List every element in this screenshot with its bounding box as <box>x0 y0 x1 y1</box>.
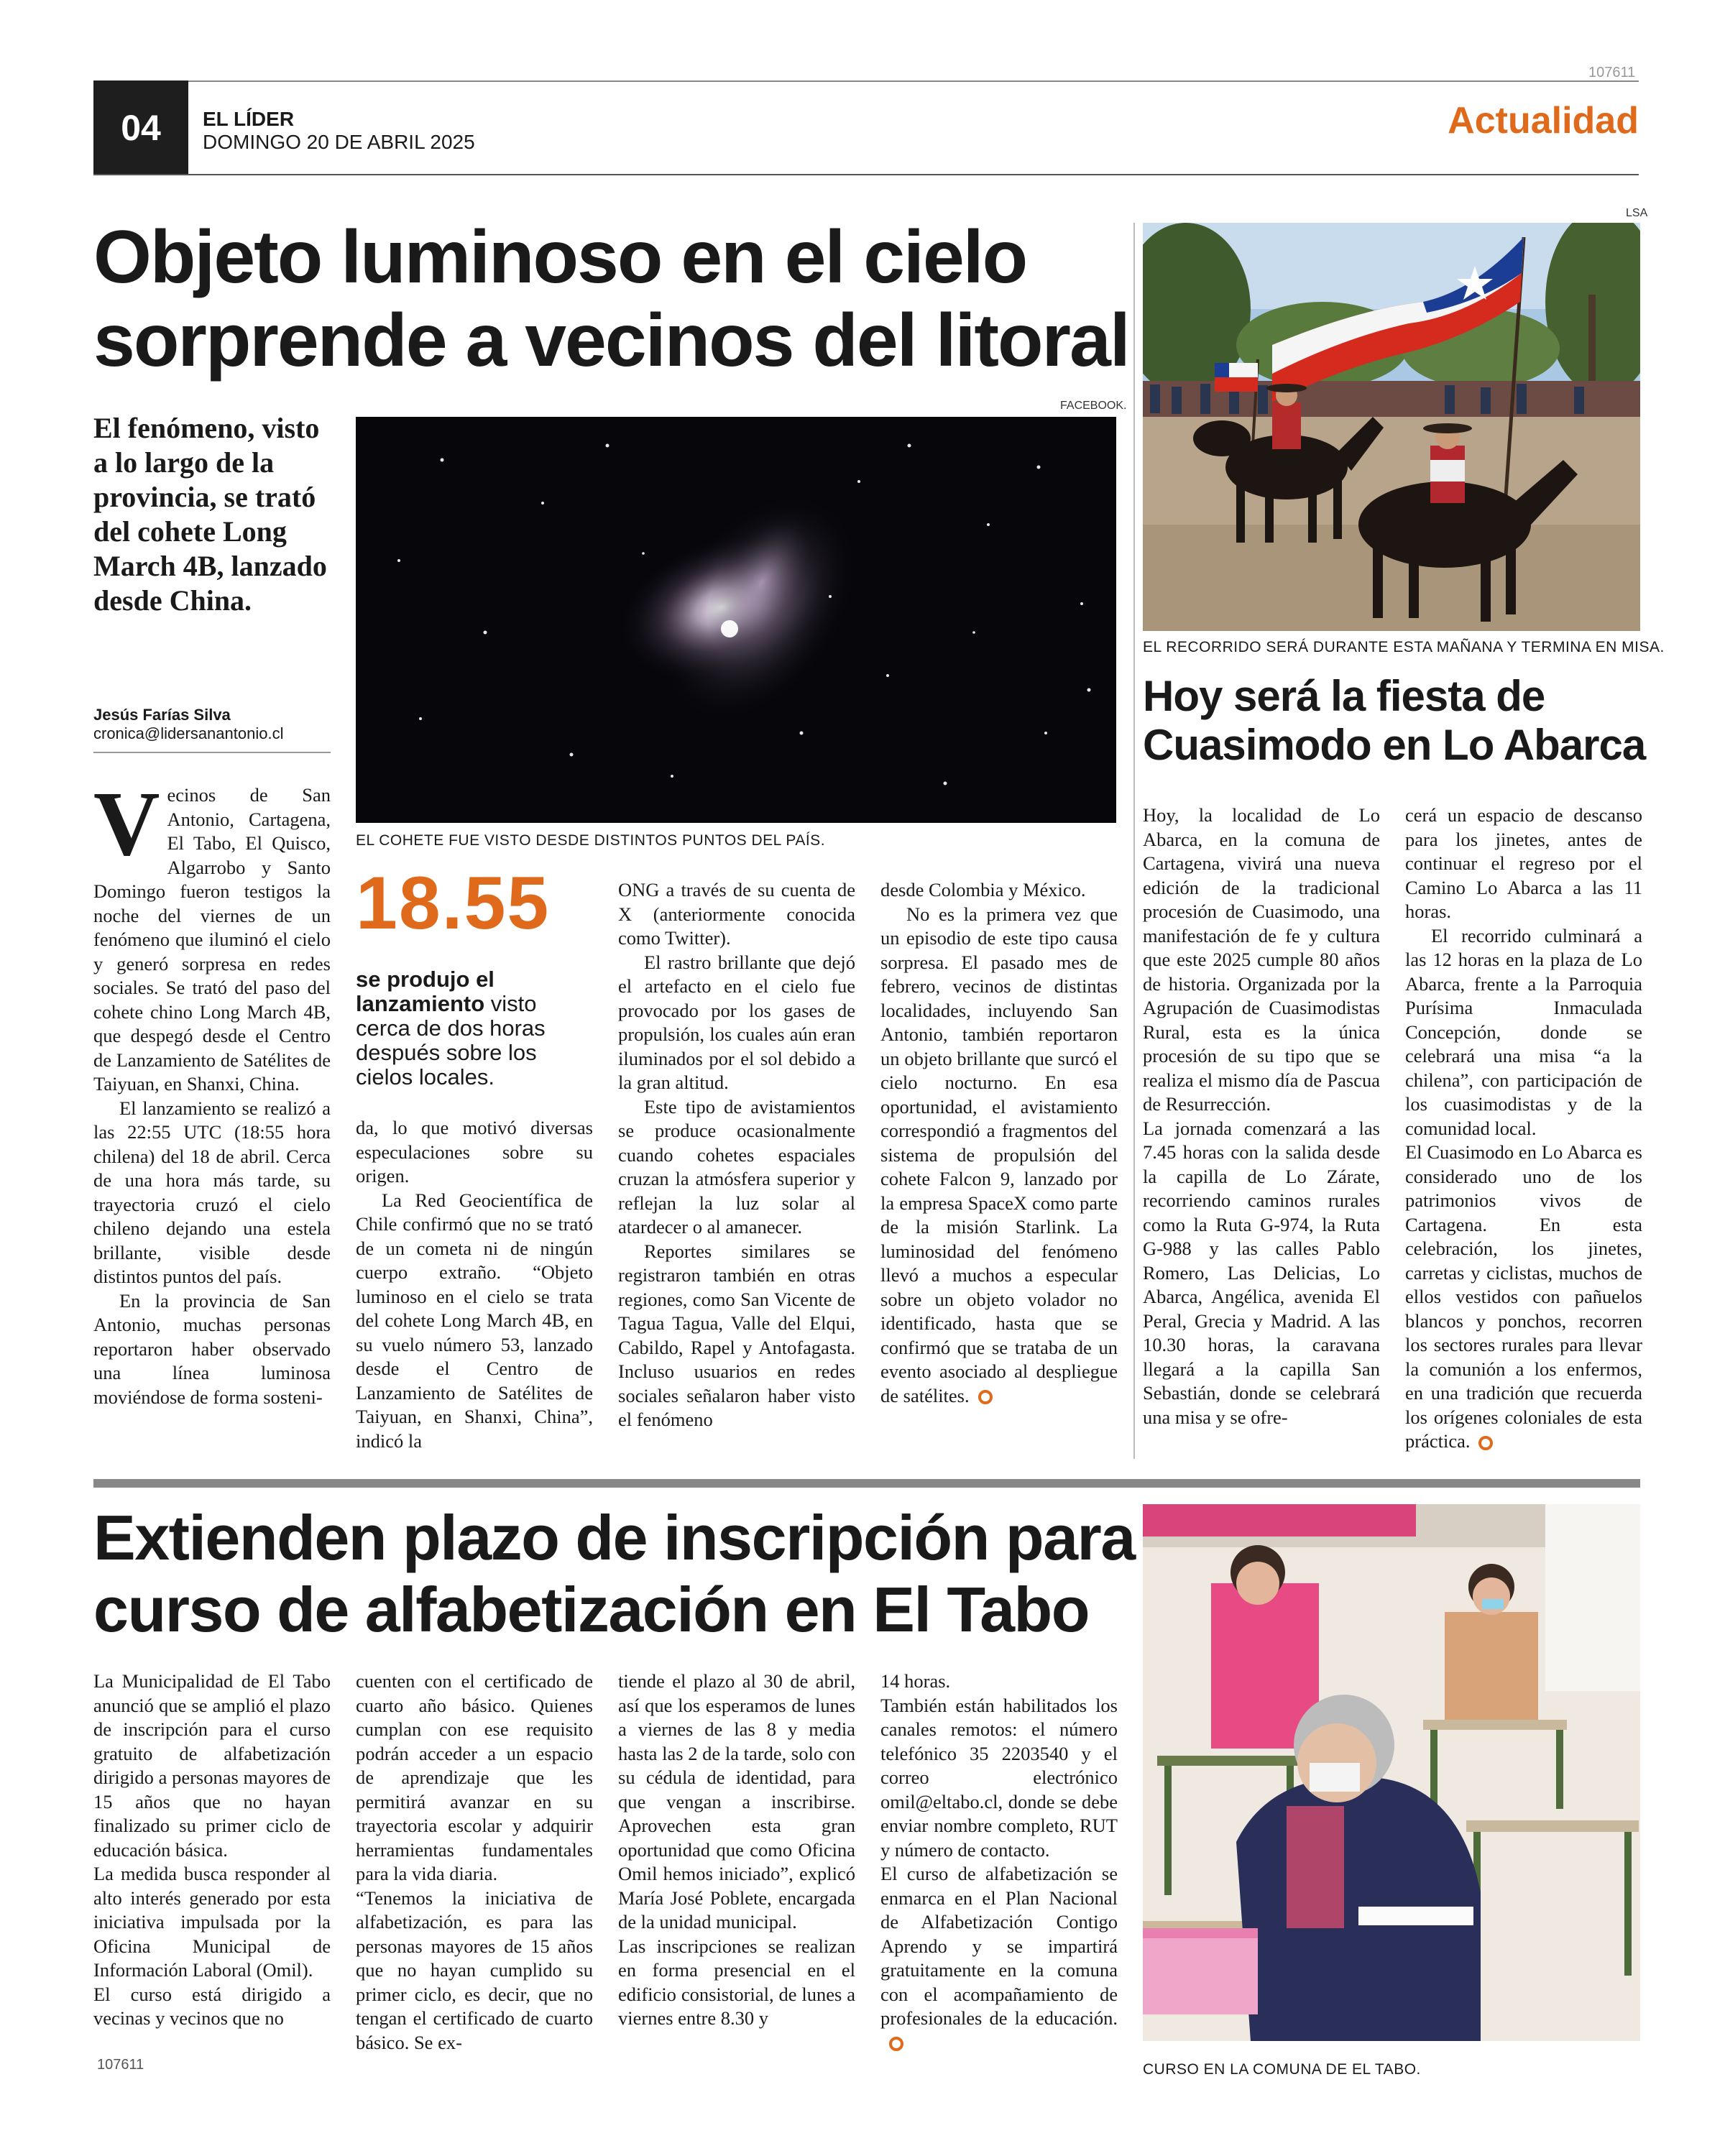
cuasimodo-image <box>1143 223 1640 631</box>
article-paragraph: 14 horas. <box>880 1670 951 1692</box>
bottom-article-column-4 <box>880 1669 1118 2055</box>
article-paragraph: cuenten con el certificado de cuarto año básico. Quienes cumplan con ese requisito podrán acceder a un espacio de aprendizaje que les permitirá avanzar en su trayectoria escolar y adquirir herramientas fundamentales para la vida diaria. <box>356 1670 593 1884</box>
section-label: Actualidad <box>1448 100 1639 142</box>
main-headline <box>93 216 1136 382</box>
article-paragraph: Las inscripciones se realizan en forma presencial en el edificio consistorial, de lunes a viernes entre 8.30 y <box>618 1935 855 2029</box>
end-of-article-icon <box>1478 1436 1493 1450</box>
bottom-headline-line-1: Extienden plazo de inscripción para <box>93 1502 1135 1573</box>
article-paragraph: El lanzamiento se realizó a las 22:55 UTC (18:55 hora chilena) del 18 de abril. Cerca de una hora más tarde, su trayectoria cruzó el cielo chileno dejando una estela brillante, visible desde distintos puntos del país. <box>93 1097 331 1287</box>
article-paragraph: Este tipo de avistamientos se produce ocasionalmente cuando cohetes espaciales cruzan la atmósfera superior y reflejan la luz solar al atardecer o al amanecer. <box>618 1095 855 1238</box>
page-number: 04 <box>93 80 188 175</box>
article-paragraph: tiende el plazo al 30 de abril, así que los esperamos de lunes a viernes de las 8 y media hasta las 2 de la tarde, solo con su cédula de identidad, para que vengan a inscribirse. Aprovechen esta gran oportunidad que como Oficina Omil hemos iniciado”, explicó María José Poblete, encargada de la unidad municipal. <box>618 1670 855 1932</box>
article-paragraph: El curso de alfabetización se enmarca en el Plan Nacional de Alfabetización Contigo Aprendo y se impartirá gratuitamente en la comuna con el acompañamiento de profesionales de la educación. <box>880 1862 1118 2055</box>
main-headline-line-1: Objeto luminoso en el cielo <box>93 216 1027 299</box>
article-paragraph: El Cuasimodo en Lo Abarca es considerado uno de los patrimonios vivos de Cartagena. En esta celebración, los jinetes, carretas y ciclistas, muchos de ellos vestidos con pañuelos blancos y ponchos, recorren los sectores rurales para llevar la comunión a los enfermos, en una tradición que recuerda los orígenes coloniales de esta práctica. <box>1405 1141 1642 1452</box>
photo-caption: EL COHETE FUE VISTO DESDE DISTINTOS PUNTOS DEL PAÍS. <box>356 832 826 849</box>
article-paragraph: En la provincia de San Antonio, muchas personas reportaron haber observado una línea luminosa moviéndose de forma sosteni- <box>93 1289 331 1408</box>
article-paragraph: Hoy, la localidad de Lo Abarca, en la comuna de Cartagena, vivirá una nueva edición de la tradicional procesión de Cuasimodo, una manifestación de fe y cultura que este 2025 cumple 80 años de historia. Organizada por la Agrupación de Cuasimodistas Rural, esta es la única procesión de su tipo que se realiza el mismo día de Pascua de Resurrección. <box>1143 804 1380 1115</box>
article-paragraph: El recorrido culminará a las 12 horas en la plaza de Lo Abarca, frente a la Parroquia Purísima Inmaculada Concepción, donde se celebrará una misa “a la chilena”, con participación de los cuasimodistas y de la comunidad local. <box>1405 924 1642 1139</box>
photo-caption: CURSO EN LA COMUNA DE EL TABO. <box>1143 2061 1421 2078</box>
article-paragraph: La Municipalidad de El Tabo anunció que se amplió el plazo de inscripción para el curso gratuito de alfabetización dirigido a personas mayores de 15 años que no hayan finalizado su primer ciclo de educación básica. <box>93 1670 331 1861</box>
bottom-article-column-3 <box>618 1669 855 2031</box>
highlight-number: 18.55 <box>356 862 551 945</box>
drop-cap: V <box>93 773 160 875</box>
article-paragraph: ONG a través de su cuenta de X (anteriormente conocida como Twitter). <box>618 879 855 949</box>
section-divider <box>93 1479 1640 1488</box>
article-paragraph: da, lo que motivó diversas especulaciones sobre su origen. <box>356 1117 593 1187</box>
article-paragraph: También están habilitados los canales remotos: el número telefónico 35 2203540 y el correo electrónico omil@eltabo.cl, donde se debe enviar nombre completo, RUT y número de contacto. <box>880 1694 1118 1861</box>
photo-caption: EL RECORRIDO SERÁ DURANTE ESTA MAÑANA Y TERMINA EN MISA. <box>1143 639 1665 655</box>
article-paragraph: Vecinos de San Antonio, Cartagena, El Tabo, El Quisco, Algarrobo y Santo Domingo fueron testigos la noche del viernes de un fenómeno que iluminó el cielo y generó sorpresa en redes sociales. Se trató del paso del cohete chino Long March 4B, que despegó desde el Centro de Lanzamiento de Satélites de Taiyuan, en Shanxi, China. <box>93 773 331 1095</box>
header-divider <box>93 174 1639 175</box>
article-paragraph: La Red Geocientífica de Chile confirmó que no se trató de un cometa ni de ningún cuerpo extraño. “Objeto luminoso en el cielo se trata del cohete Long March 4B, en su vuelo número 53, lanzado desde el Centro de Lanzamiento de Satélites de Taiyuan, en Shanxi, China”, indicó la <box>356 1189 593 1452</box>
side-article-column-2 <box>1405 803 1642 1454</box>
article-paragraph: Reportes similares se registraron también en otras regiones, como San Vicente de Tagua Tagua, Valle del Elqui, Cabildo, Rapel y Antofagasta. Incluso usuarios en redes sociales señalaron haber visto el fenómeno <box>618 1240 855 1430</box>
classroom-image <box>1143 1504 1640 2041</box>
page-code-bottom: 107611 <box>97 2057 144 2073</box>
article-paragraph: La medida busca responder al alto interés generado por esta iniciativa impulsada por la Oficina Municipal de Información Laboral (Omil). <box>93 1863 331 1981</box>
side-headline <box>1143 672 1646 770</box>
photo-credit: LSA <box>1626 207 1648 219</box>
literacy-class-photo <box>1143 1504 1640 2041</box>
end-of-article-icon <box>889 2037 903 2051</box>
masthead-name: EL LÍDER <box>203 108 295 130</box>
article-paragraph: desde Colombia y México. <box>880 879 1086 900</box>
bottom-headline-line-2: curso de alfabetización en El Tabo <box>93 1574 1090 1645</box>
highlight-text-bold: se produjo el lanzamiento <box>356 967 494 1016</box>
side-headline-line-2: Cuasimodo en Lo Abarca <box>1143 721 1646 769</box>
page-code: 107611 <box>1588 65 1636 80</box>
main-lede: El fenómeno, visto a lo largo de la provincia, se trató del cohete Long March 4B, lanzado desde China. <box>93 412 327 617</box>
byline-rule <box>93 752 331 753</box>
main-article-column-4 <box>880 878 1118 1408</box>
side-headline-line-1: Hoy será la fiesta de <box>1143 672 1545 720</box>
photo-credit: FACEBOOK. <box>1060 400 1127 412</box>
main-headline-line-2: sorprende a vecinos del litoral <box>93 299 1129 382</box>
header-rule <box>93 80 1639 82</box>
article-paragraph: “Tenemos la iniciativa de alfabetización, es para las personas mayores de 15 años que no hayan cumplido su primer ciclo, es decir, que no tengan el certificado de cuarto básico. Se ex- <box>356 1886 593 2053</box>
end-of-article-icon <box>978 1390 993 1404</box>
side-article-column-1 <box>1143 803 1380 1429</box>
highlight-text-rest: visto cerca de dos horas después sobre los cielos locales. <box>356 991 546 1089</box>
masthead-date: DOMINGO 20 DE ABRIL 2025 <box>203 131 475 153</box>
article-paragraph: El rastro brillante que dejó el artefacto en el cielo fue provocado por los gases de propulsión, los cuales aún eran iluminados por el sol debido a la gran altitud. <box>618 951 855 1093</box>
bottom-article-column-2 <box>356 1669 593 2055</box>
main-article-column-2 <box>356 1116 593 1453</box>
bottom-headline <box>93 1502 1157 1646</box>
byline-name: Jesús Farías Silva <box>93 706 231 724</box>
article-paragraph: La jornada comenzará a las 7.45 horas con la salida desde la capilla de Lo Zárate, recorriendo caminos rurales como la Ruta G-974, la Ruta G-988 y las calles Pablo Romero, Las Delicias, Lo Abarca, Angélica, avenida El Peral, Grecia y Madrid. A las 10.30 horas, la caravana llegará a la capilla San Sebastián, donde se celebrará una misa y se ofre- <box>1143 1117 1380 1428</box>
bottom-article-column-1 <box>93 1669 331 2031</box>
article-paragraph: No es la primera vez que un episodio de este tipo causa sorpresa. El pasado mes de febrero, vecinos de distintas localidades, incluyendo San Antonio, también reportaron un objeto brillante que surcó el cielo nocturno. En esa oportunidad, el avistamiento correspondió a fragmentos del sistema de propulsión del cohete Falcon 9, lanzado por la empresa SpaceX como parte de la misión Starlink. La luminosidad del fenómeno llevó a muchos a especular sobre un objeto volador no identificado, hasta que se confirmó que se trataba de un evento asociado al despliegue de satélites. <box>880 903 1118 1406</box>
highlight-text <box>356 967 571 1089</box>
column-divider <box>1133 223 1135 1459</box>
main-article-column-3 <box>618 878 855 1432</box>
main-article-column-1 <box>93 773 331 1409</box>
rocket-glow-image <box>356 417 1116 823</box>
rocket-sky-photo <box>356 417 1116 823</box>
article-paragraph: cerá un espacio de descanso para los jinetes, antes de continuar el regreso por el Camino Lo Abarca a las 11 horas. <box>1405 804 1642 922</box>
article-paragraph: El curso está dirigido a vecinas y vecinos que no <box>93 1983 331 2029</box>
cuasimodo-riders-photo <box>1143 223 1640 631</box>
byline-email: cronica@lidersanantonio.cl <box>93 724 284 742</box>
